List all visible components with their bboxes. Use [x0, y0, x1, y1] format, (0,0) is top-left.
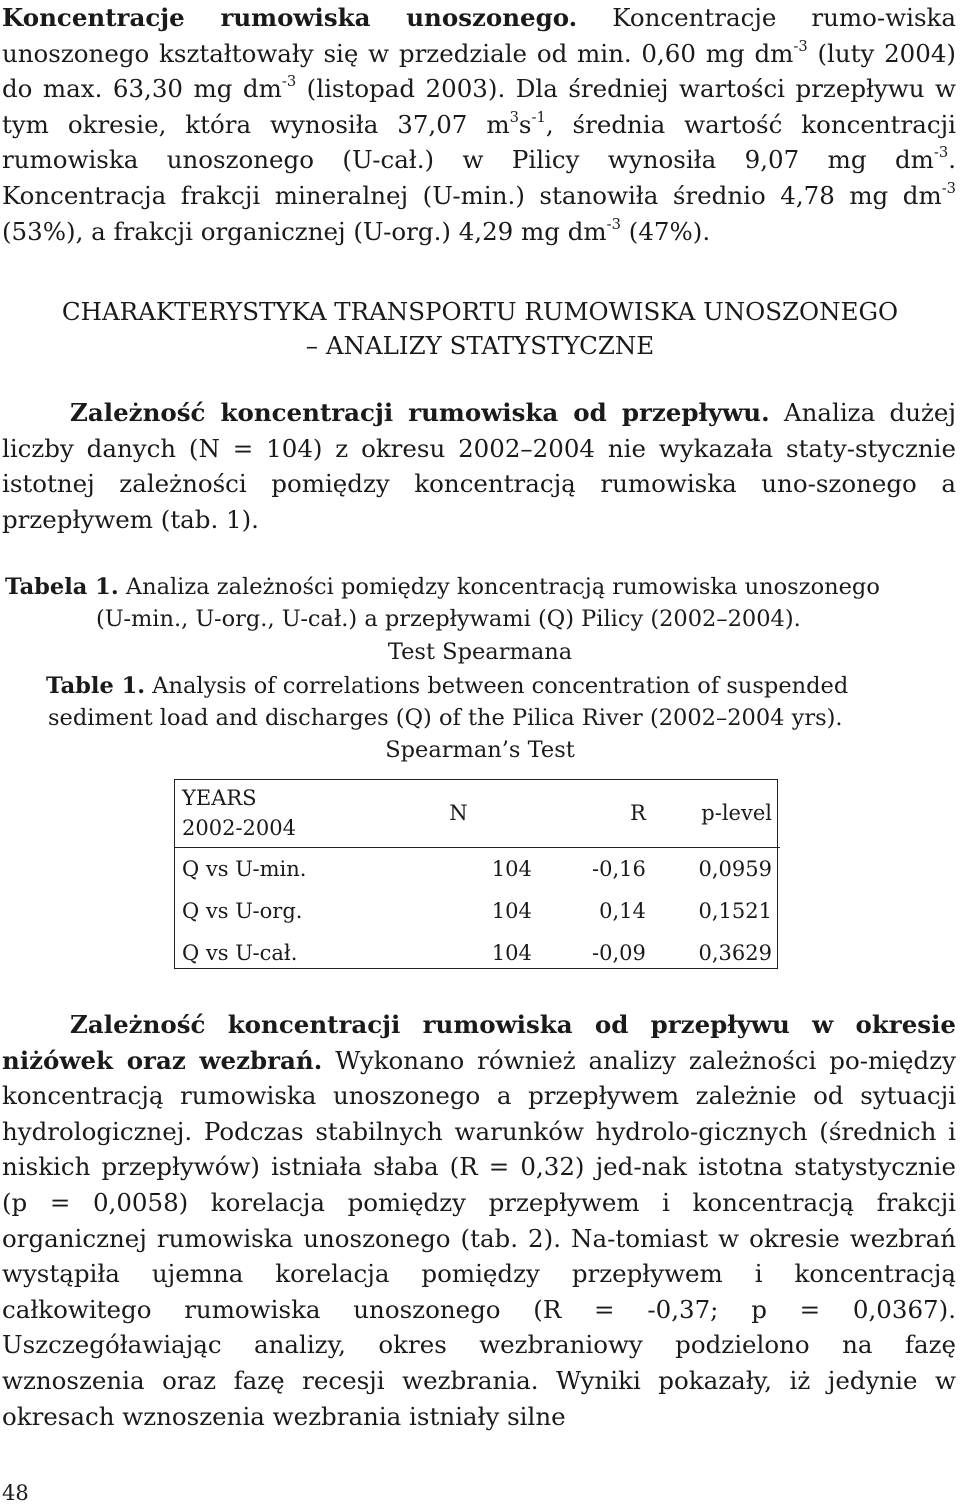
header-years-line2: 2002-2004: [182, 816, 296, 840]
caption-text: Analysis of correlations between concentration of suspended: [145, 673, 849, 699]
caption-text: Analiza zależności pomiędzy koncentracją rumowiska unoszonego: [118, 574, 880, 600]
table-row: [174, 848, 780, 891]
paragraph-text: Analiza dużej liczby danych (N = 104) z okresu 2002–2004 nie wykazała staty-stycznie istotnej zależności pomiędzy koncentracją rumowiska uno-szonego a przepływem (tab. 1).: [2, 398, 956, 534]
header-r: R: [540, 779, 654, 848]
table-header-row: [174, 779, 780, 848]
paragraph-lead: Zależność koncentracji rumowiska od przepływu.: [70, 398, 770, 427]
superscript: -1: [531, 108, 546, 126]
paragraph-text: (listopad 2003). Dla średniej wartości przepływu w tym okresie, która wynosiła 37,07 m: [2, 74, 957, 139]
section-heading-line2: – ANALIZY STATYSTYCZNE: [305, 331, 655, 360]
superscript: -3: [281, 73, 297, 91]
row-label: Q vs U-min.: [182, 857, 307, 881]
table-row: [174, 932, 780, 974]
superscript: 3: [509, 108, 519, 126]
paragraph-text: (47%).: [620, 216, 711, 246]
paragraph-text: (luty 2004) do max. 63,30 mg dm: [2, 38, 956, 104]
caption-label: Table 1.: [46, 673, 146, 699]
row-r: 0,14: [599, 899, 646, 923]
page-number: 48: [2, 1481, 29, 1505]
paragraph-text: (53%), a frakcji organicznej (U-org.) 4,29 mg dm: [2, 216, 607, 246]
paragraph-text: Koncentracje rumo-wiska unoszonego kształtowały się w przedziale od min. 0,60 mg dm: [2, 3, 956, 68]
row-r: -0,16: [592, 857, 646, 881]
paragraph-concentrations: [2, 0, 956, 249]
caption-pl-line2: (U-min., U-org., U-cał.) a przepływami (Q) Pilicy (2002–2004).: [96, 606, 801, 632]
header-years: [174, 779, 363, 848]
row-n: 104: [491, 941, 532, 965]
row-label: Q vs U-cał.: [182, 941, 298, 965]
header-n: N: [363, 779, 540, 848]
section-heading-line1: CHARAKTERYSTYKA TRANSPORTU RUMOWISKA UNOSZONEGO: [61, 297, 899, 326]
caption-en-line1: [46, 670, 848, 703]
superscript: -3: [793, 37, 808, 55]
spearman-table: [174, 779, 780, 974]
header-years-line1: YEARS: [182, 786, 257, 810]
caption-pl-line3: Test Spearmana: [387, 639, 573, 665]
row-n: 104: [491, 857, 532, 881]
superscript: -3: [941, 179, 956, 197]
row-r: -0,09: [592, 941, 646, 965]
caption-label: Tabela 1.: [5, 574, 119, 600]
paragraph-lead: Koncentracje rumowiska unoszonego.: [2, 3, 578, 32]
caption-en-line3: Spearman’s Test: [385, 737, 575, 763]
table-row: [174, 890, 780, 932]
row-label: Q vs U-org.: [182, 899, 303, 923]
caption-en-line2: sediment load and discharges (Q) of the Pilica River (2002–2004 yrs).: [48, 705, 843, 731]
paragraph-text: s: [518, 109, 532, 139]
superscript: -3: [606, 215, 621, 233]
paragraph-text: , średnia wartość koncentracji rumowiska unoszonego (U-cał.) w Pilicy wynosiła 9,07 mg dm: [2, 109, 956, 175]
row-p: 0,0959: [698, 857, 772, 881]
row-n: 104: [491, 899, 532, 923]
row-p: 0,1521: [698, 899, 772, 923]
superscript: -3: [933, 144, 949, 162]
paragraph-low-high-flows: [2, 1007, 956, 1434]
row-p: 0,3629: [698, 941, 772, 965]
table-caption: [0, 571, 960, 771]
paragraph-text: . Koncentracja frakcji mineralnej (U-min.) stanowiła średnio 4,78 mg dm: [2, 145, 956, 210]
paragraph-text: Wykonano również analizy zależności po-między koncentracją rumowiska unoszonego a przepływem zależnie od sytuacji hydrologicznej. Podczas stabilnych warunków hydrolo-gicznych (średnich i niskich przepływów) istniała słaba (R = 0,32) jed-nak istotna statystycznie (p = 0,0058) korelacja pomiędzy przepływem i koncentracją frakcji organicznej rumowiska unoszonego (tab. 2). Na-tomiast w okresie wezbrań wystąpiła ujemna korelacja pomiędzy przepływem i koncentracją całkowitego rumowiska unoszonego (R = -0,37; p = 0,0367). Uszczegóławiając analizy, okres wezbraniowy podzielono na fazę wznoszenia oraz fazę recesji wezbrania. Wyniki pokazały, iż jedynie w okresach wznoszenia wezbrania istniały silne: [2, 1045, 956, 1431]
header-p: p-level: [654, 779, 780, 848]
caption-pl-line1: [5, 571, 880, 604]
paragraph-dependency: [2, 395, 956, 537]
paragraph-lead: Zależność koncentracji rumowiska od przepływu w okresie niżówek oraz wezbrań.: [2, 1010, 956, 1075]
